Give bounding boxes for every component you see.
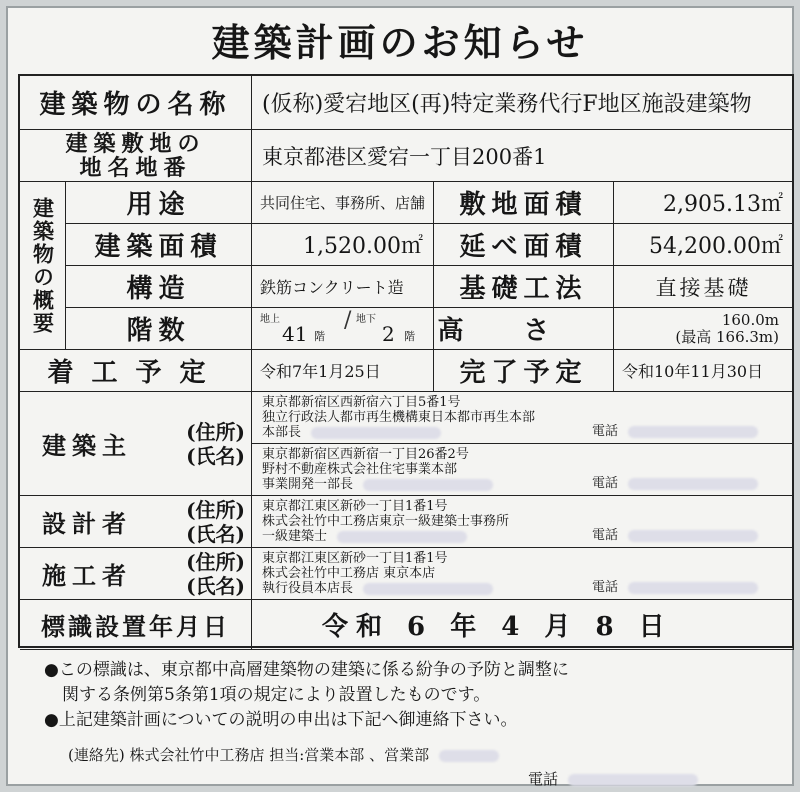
height-value-max: (最高 166.3m)	[675, 327, 779, 346]
foundation-label: 基礎工法	[434, 266, 614, 308]
designer-label-cell	[20, 496, 252, 548]
height-label: 高さ	[434, 308, 614, 350]
redacted-phone	[628, 478, 758, 490]
owner2-organization: 野村不動産株式会社住宅事業本部	[262, 462, 458, 477]
note-line-2: 関する条例第5条第1項の規定により設置したものです。	[62, 685, 491, 705]
site-area-label: 敷地面積	[434, 182, 614, 224]
owner1-title: 本部長	[262, 425, 441, 440]
designer-title: 一級建築士	[262, 529, 467, 544]
floor-area-value: 54,200.00㎡	[614, 224, 794, 266]
above-ground-value: 41	[282, 322, 308, 346]
redacted-phone	[628, 530, 758, 542]
builder-paren-name: (氏名)	[186, 573, 245, 598]
floors-value	[252, 308, 434, 350]
designer-organization: 株式会社竹中工務店東京一級建築士事務所	[262, 514, 510, 529]
structure-value: 鉄筋コンクリート造	[252, 266, 434, 308]
note-line-1: ●この標識は、東京都中高層建築物の建築に係る紛争の予防と調整に	[44, 660, 569, 680]
builder-label: 施工者	[42, 561, 132, 590]
below-ground-label: 地下	[356, 314, 376, 325]
designer-paren-address: (住所)	[186, 497, 245, 522]
start-value: 令和7年1月25日	[252, 350, 434, 392]
owner1-organization: 独立行政法人都市再生機構東日本都市再生本部	[262, 410, 536, 425]
designer-paren-name: (氏名)	[186, 521, 245, 546]
building-name-value: (仮称)愛宕地区(再)特定業務代行F地区施設建築物	[252, 76, 794, 130]
owner-paren	[180, 420, 245, 468]
redacted-name	[363, 583, 493, 595]
owner2-title: 事業開発一部長	[262, 477, 493, 492]
above-ground-label: 地上	[260, 314, 280, 325]
redacted-phone	[628, 582, 758, 594]
owner2-phone: 電話	[592, 476, 758, 491]
plan-table	[18, 74, 794, 648]
sign-date-value: 令和 6 年 4 月 8 日	[252, 600, 794, 650]
designer-label: 設計者	[42, 509, 132, 538]
site-address-label-line1: 建築敷地の	[65, 130, 206, 157]
owner-party-2	[252, 444, 794, 496]
site-address-label	[20, 130, 252, 182]
builder-paren	[180, 550, 245, 598]
building-area-value: 1,520.00㎡	[252, 224, 434, 266]
overview-label: 建築物の概要	[20, 182, 66, 350]
site-area-value: 2,905.13㎡	[614, 182, 794, 224]
contact-line	[68, 744, 499, 765]
notice-title: 建築計画のお知らせ	[211, 20, 589, 65]
height-value	[614, 308, 794, 350]
builder-paren-address: (住所)	[186, 549, 245, 574]
redacted-name	[337, 531, 467, 543]
redacted-phone	[628, 426, 758, 438]
start-label: 着工予定	[20, 350, 252, 392]
builder-label-cell	[20, 548, 252, 600]
builder-title: 執行役員本店長	[262, 581, 493, 596]
below-ground-unit: 階	[404, 330, 415, 343]
site-address-value: 東京都港区愛宕一丁目200番1	[252, 130, 794, 182]
floors-divider: /	[344, 308, 352, 333]
building-name-label: 建築物の名称	[20, 76, 252, 130]
above-ground-unit: 階	[314, 330, 325, 343]
floors-label: 階数	[66, 308, 252, 350]
redacted-name	[311, 427, 441, 439]
height-value-main: 160.0m	[721, 310, 779, 329]
completion-value: 令和10年11月30日	[614, 350, 794, 392]
designer-paren	[180, 498, 245, 546]
note-line-3: ●上記建築計画についての説明の申出は下記へ御連絡下さい。	[44, 710, 518, 730]
notes	[44, 658, 764, 733]
owner-label-cell	[42, 392, 252, 496]
contact-text: (連絡先) 株式会社竹中工務店 担当:営業本部 、営業部	[68, 746, 430, 764]
below-ground-value: 2	[382, 322, 395, 346]
completion-label: 完了予定	[434, 350, 614, 392]
redacted-name	[439, 750, 499, 762]
builder-address: 東京都江東区新砂一丁目1番1号	[262, 551, 448, 566]
floor-area-label: 延べ面積	[434, 224, 614, 266]
owner1-address: 東京都新宿区西新宿六丁目5番1号	[262, 395, 461, 410]
designer-address: 東京都江東区新砂一丁目1番1号	[262, 499, 448, 514]
owner2-address: 東京都新宿区西新宿一丁目26番2号	[262, 447, 469, 462]
foundation-value: 直接基礎	[614, 266, 794, 308]
owner-paren-name: (氏名)	[186, 443, 245, 468]
structure-label: 構造	[66, 266, 252, 308]
notice-board	[6, 6, 794, 786]
designer-party	[252, 496, 794, 548]
sign-date-label: 標識設置年月日	[20, 600, 252, 650]
builder-party	[252, 548, 794, 600]
owner-party-1	[252, 392, 794, 444]
builder-organization: 株式会社竹中工務店 東京本店	[262, 566, 436, 581]
building-area-label: 建築面積	[66, 224, 252, 266]
owner-label-text: 建築主	[42, 431, 132, 460]
site-address-label-line2: 地名地番	[79, 154, 192, 181]
use-value: 共同住宅、事務所、店舗	[252, 182, 434, 224]
use-label: 用途	[66, 182, 252, 224]
redacted-phone	[568, 774, 698, 786]
contact-phone-label: 電話	[528, 770, 559, 788]
redacted-name	[363, 479, 493, 491]
contact-phone	[528, 768, 698, 789]
designer-phone: 電話	[592, 528, 758, 543]
owner-paren-address: (住所)	[186, 419, 245, 444]
owner1-phone: 電話	[592, 424, 758, 439]
builder-phone: 電話	[592, 580, 758, 595]
